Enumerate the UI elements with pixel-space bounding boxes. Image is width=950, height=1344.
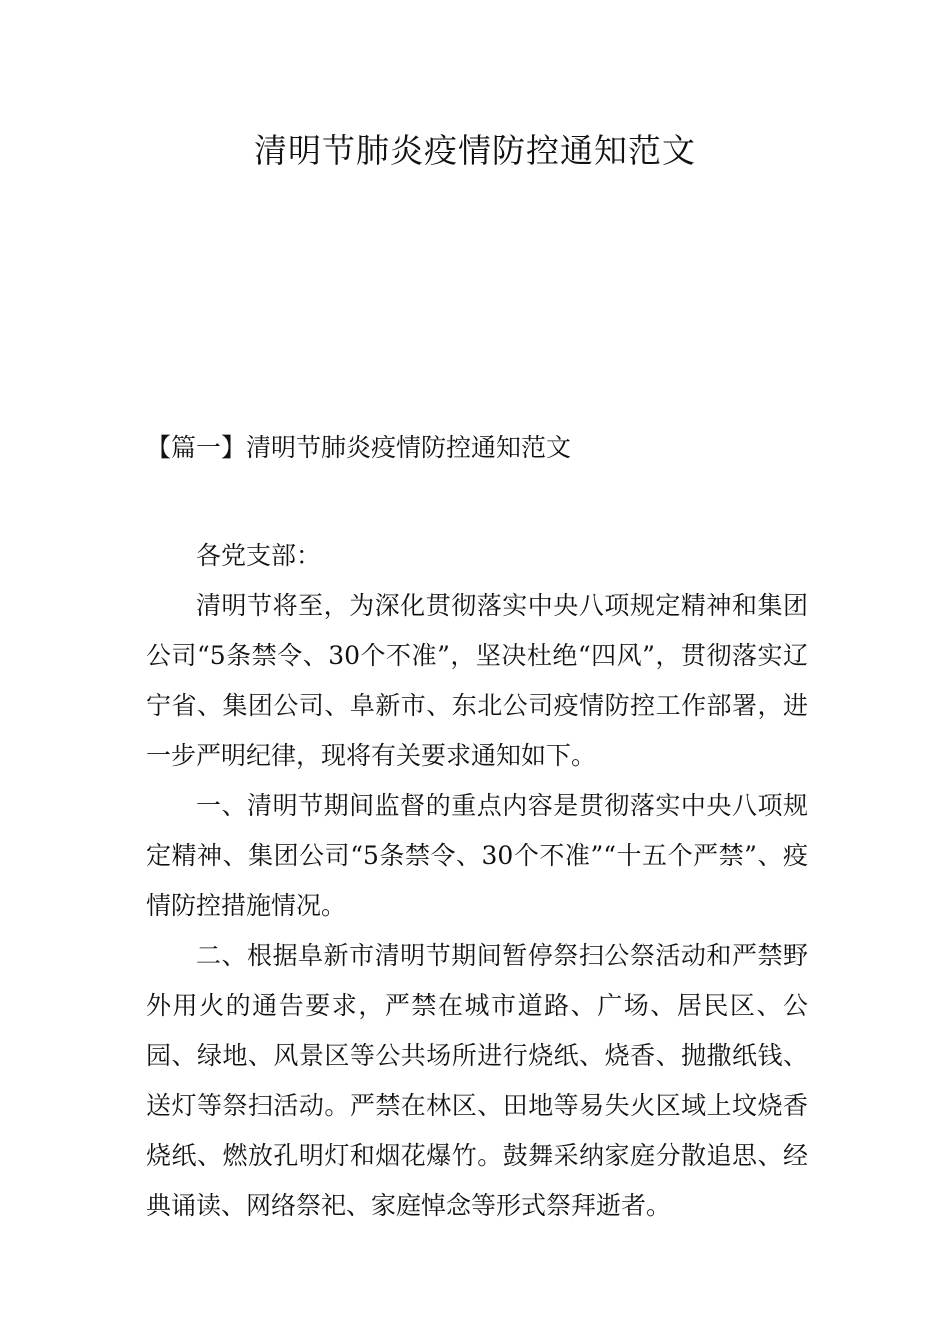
paragraph-intro: 清明节将至，为深化贯彻落实中央八项规定精神和集团公司“5条禁令、30个不准”，坚决杜绝“四风”，贯彻落实辽宁省、集团公司、阜新市、东北公司疫情防控工作部署，进一步严明纪律，现将有关要求通知如下。 (146, 591, 808, 770)
section-heading: 【篇一】清明节肺炎疫情防控通知范文 (146, 433, 572, 462)
salutation: 各党支部： (196, 541, 322, 570)
document-body (146, 531, 808, 1231)
document-title: 清明节肺炎疫情防控通知范文 (254, 131, 696, 170)
paragraph-item-two: 二、根据阜新市清明节期间暂停祭扫公祭活动和严禁野外用火的通告要求，严禁在城市道路、广场、居民区、公园、绿地、风景区等公共场所进行烧纸、烧香、抛撒纸钱、送灯等祭扫活动。严禁在林区、田地等易失火区域上坟烧香烧纸、燃放孔明灯和烟花爆竹。鼓舞采纳家庭分散追思、经典诵读、网络祭祀、家庭悼念等形式祭拜逝者。 (146, 941, 808, 1220)
paragraph-item-one: 一、清明节期间监督的重点内容是贯彻落实中央八项规定精神、集团公司“5条禁令、30个不准”“十五个严禁”、疫情防控措施情况。 (146, 791, 808, 920)
